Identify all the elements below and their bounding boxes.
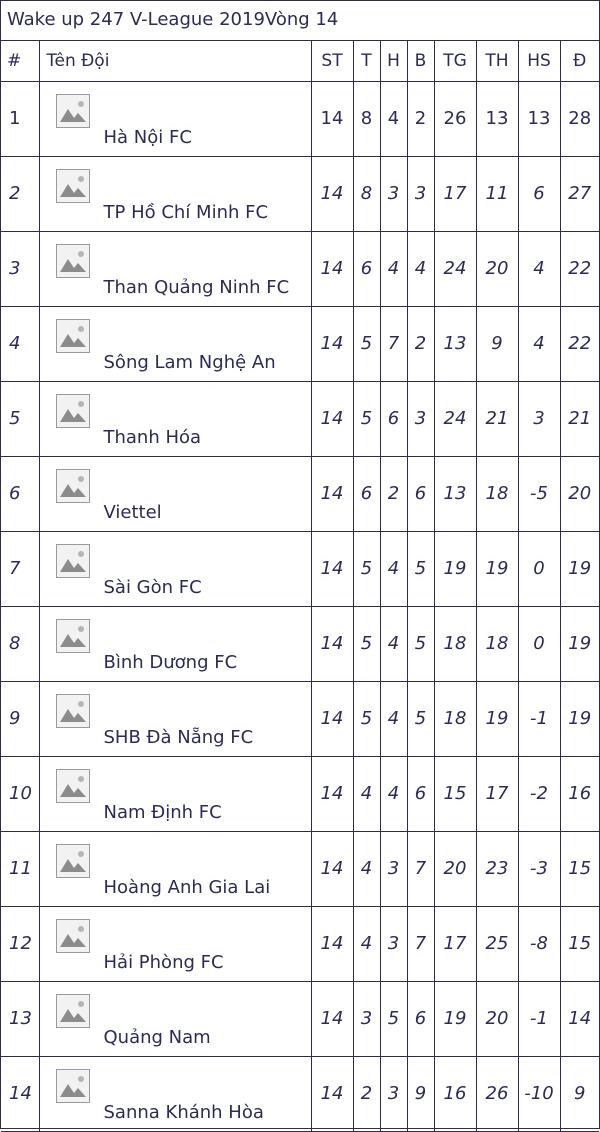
table-row <box>1 831 599 906</box>
team-name: Nam Định FC <box>103 801 222 823</box>
goal-diff-cell: 4 <box>518 306 560 381</box>
goal-diff-cell: 4 <box>518 231 560 306</box>
played-cell: 14 <box>311 306 353 381</box>
drawn-cell: 2 <box>380 456 407 531</box>
lost-cell: 6 <box>407 456 434 531</box>
team-cell <box>39 756 311 831</box>
points-cell: 20 <box>560 456 599 531</box>
drawn-cell: 3 <box>380 831 407 906</box>
points-cell: 21 <box>560 381 599 456</box>
points-cell: 14 <box>560 981 599 1056</box>
drawn-cell: 4 <box>380 231 407 306</box>
lost-cell: 5 <box>407 681 434 756</box>
image-placeholder-icon <box>56 769 90 803</box>
team-cell <box>39 981 311 1056</box>
team-name: Quảng Nam <box>103 1026 211 1048</box>
rank-cell: 8 <box>1 606 39 681</box>
table-row <box>1 156 599 231</box>
team-cell <box>39 906 311 981</box>
played-cell: 14 <box>311 831 353 906</box>
team-cell <box>39 306 311 381</box>
played-cell: 14 <box>311 81 353 156</box>
lost-cell: 2 <box>407 81 434 156</box>
drawn-cell: 4 <box>380 81 407 156</box>
won-cell: 5 <box>353 606 380 681</box>
lost-cell: 6 <box>407 981 434 1056</box>
goals-for-cell: 17 <box>434 906 476 981</box>
rank-cell: 2 <box>1 156 39 231</box>
goals-against-cell: 20 <box>476 231 518 306</box>
goal-diff-cell: 0 <box>518 531 560 606</box>
points-cell: 9 <box>560 1056 599 1131</box>
team-name: Hải Phòng FC <box>103 951 224 973</box>
goal-diff-cell: -5 <box>518 456 560 531</box>
team-name: Sông Lam Nghệ An <box>103 351 276 373</box>
points-cell: 22 <box>560 306 599 381</box>
played-cell: 14 <box>311 756 353 831</box>
goal-diff-cell: 6 <box>518 156 560 231</box>
goals-against-cell: 20 <box>476 981 518 1056</box>
goals-for-cell: 24 <box>434 231 476 306</box>
goals-against-cell: 18 <box>476 456 518 531</box>
won-cell: 8 <box>353 156 380 231</box>
won-cell: 8 <box>353 81 380 156</box>
drawn-cell: 4 <box>380 606 407 681</box>
table-row <box>1 306 599 381</box>
standings-table <box>1 41 599 1132</box>
team-cell <box>39 156 311 231</box>
table-row <box>1 906 599 981</box>
goals-for-cell: 20 <box>434 831 476 906</box>
team-cell <box>39 831 311 906</box>
drawn-cell: 4 <box>380 756 407 831</box>
played-cell: 14 <box>311 456 353 531</box>
team-name: Bình Dương FC <box>103 651 238 673</box>
team-cell <box>39 456 311 531</box>
played-cell: 14 <box>311 906 353 981</box>
goals-against-cell: 26 <box>476 1056 518 1131</box>
drawn-cell: 4 <box>380 681 407 756</box>
rank-cell: 11 <box>1 831 39 906</box>
header-team: Tên Đội <box>39 41 311 81</box>
goals-against-cell: 23 <box>476 831 518 906</box>
header-points: Đ <box>560 41 599 81</box>
won-cell: 5 <box>353 381 380 456</box>
rank-cell: 6 <box>1 456 39 531</box>
rank-cell: 7 <box>1 531 39 606</box>
goals-against-cell: 25 <box>476 906 518 981</box>
drawn-cell: 3 <box>380 1056 407 1131</box>
team-name: TP Hồ Chí Minh FC <box>103 201 269 223</box>
header-goals-for: TG <box>434 41 476 81</box>
table-row <box>1 81 599 156</box>
rank-cell: 13 <box>1 981 39 1056</box>
image-placeholder-icon <box>56 244 90 278</box>
points-cell: 15 <box>560 831 599 906</box>
points-cell: 28 <box>560 81 599 156</box>
image-placeholder-icon <box>56 544 90 578</box>
team-cell <box>39 1056 311 1131</box>
goals-for-cell: 26 <box>434 81 476 156</box>
rank-cell: 1 <box>1 81 39 156</box>
header-drawn: H <box>380 41 407 81</box>
won-cell: 4 <box>353 831 380 906</box>
image-placeholder-icon <box>56 844 90 878</box>
header-lost: B <box>407 41 434 81</box>
team-name: Hà Nội FC <box>103 126 192 148</box>
drawn-cell: 5 <box>380 981 407 1056</box>
lost-cell: 2 <box>407 306 434 381</box>
image-placeholder-icon <box>56 94 90 128</box>
points-cell: 19 <box>560 606 599 681</box>
team-cell <box>39 81 311 156</box>
rank-cell: 14 <box>1 1056 39 1131</box>
team-name: SHB Đà Nẵng FC <box>103 726 254 748</box>
rank-cell: 12 <box>1 906 39 981</box>
header-rank: # <box>1 41 39 81</box>
won-cell: 3 <box>353 981 380 1056</box>
lost-cell: 7 <box>407 831 434 906</box>
goal-diff-cell: -1 <box>518 681 560 756</box>
rank-cell: 5 <box>1 381 39 456</box>
image-placeholder-icon <box>56 1069 90 1103</box>
goal-diff-cell: -8 <box>518 906 560 981</box>
image-placeholder-icon <box>56 394 90 428</box>
rank-cell: 9 <box>1 681 39 756</box>
rank-cell: 10 <box>1 756 39 831</box>
team-name: Viettel <box>103 501 162 523</box>
played-cell: 14 <box>311 156 353 231</box>
goals-for-cell: 19 <box>434 531 476 606</box>
team-cell <box>39 381 311 456</box>
table-row <box>1 681 599 756</box>
goals-for-cell: 13 <box>434 306 476 381</box>
table-row <box>1 381 599 456</box>
goals-for-cell: 13 <box>434 456 476 531</box>
points-cell: 27 <box>560 156 599 231</box>
team-cell <box>39 681 311 756</box>
goal-diff-cell: -1 <box>518 981 560 1056</box>
played-cell: 14 <box>311 681 353 756</box>
lost-cell: 3 <box>407 156 434 231</box>
header-played: ST <box>311 41 353 81</box>
played-cell: 14 <box>311 381 353 456</box>
goals-against-cell: 13 <box>476 81 518 156</box>
header-row <box>1 41 599 81</box>
image-placeholder-icon <box>56 469 90 503</box>
won-cell: 6 <box>353 456 380 531</box>
lost-cell: 7 <box>407 906 434 981</box>
header-goal-diff: HS <box>518 41 560 81</box>
goal-diff-cell: 0 <box>518 606 560 681</box>
lost-cell: 9 <box>407 1056 434 1131</box>
goals-against-cell: 19 <box>476 681 518 756</box>
image-placeholder-icon <box>56 694 90 728</box>
goals-against-cell: 21 <box>476 381 518 456</box>
won-cell: 6 <box>353 231 380 306</box>
drawn-cell: 6 <box>380 381 407 456</box>
goals-against-cell: 17 <box>476 756 518 831</box>
played-cell: 14 <box>311 231 353 306</box>
table-row <box>1 456 599 531</box>
won-cell: 5 <box>353 531 380 606</box>
won-cell: 5 <box>353 306 380 381</box>
won-cell: 5 <box>353 681 380 756</box>
goals-for-cell: 17 <box>434 156 476 231</box>
team-name: Sài Gòn FC <box>103 576 202 598</box>
played-cell: 14 <box>311 531 353 606</box>
goals-for-cell: 18 <box>434 681 476 756</box>
goal-diff-cell: -10 <box>518 1056 560 1131</box>
team-name: Sanna Khánh Hòa <box>103 1101 264 1123</box>
image-placeholder-icon <box>56 919 90 953</box>
table-row <box>1 531 599 606</box>
points-cell: 22 <box>560 231 599 306</box>
goals-against-cell: 19 <box>476 531 518 606</box>
goals-against-cell: 9 <box>476 306 518 381</box>
goals-against-cell: 18 <box>476 606 518 681</box>
table-title: Wake up 247 V-League 2019Vòng 14 <box>1 1 599 41</box>
team-cell <box>39 531 311 606</box>
team-cell <box>39 231 311 306</box>
team-name: Than Quảng Ninh FC <box>103 276 290 298</box>
header-goals-against: TH <box>476 41 518 81</box>
goals-for-cell: 16 <box>434 1056 476 1131</box>
image-placeholder-icon <box>56 994 90 1028</box>
team-cell <box>39 606 311 681</box>
rank-cell: 3 <box>1 231 39 306</box>
team-name: Hoàng Anh Gia Lai <box>103 876 271 898</box>
won-cell: 4 <box>353 906 380 981</box>
rank-cell: 4 <box>1 306 39 381</box>
table-row <box>1 231 599 306</box>
lost-cell: 5 <box>407 531 434 606</box>
points-cell: 16 <box>560 756 599 831</box>
goal-diff-cell: -2 <box>518 756 560 831</box>
goals-against-cell: 11 <box>476 156 518 231</box>
lost-cell: 6 <box>407 756 434 831</box>
drawn-cell: 4 <box>380 531 407 606</box>
goal-diff-cell: 3 <box>518 381 560 456</box>
image-placeholder-icon <box>56 319 90 353</box>
table-row <box>1 981 599 1056</box>
lost-cell: 3 <box>407 381 434 456</box>
table-row <box>1 1056 599 1131</box>
header-won: T <box>353 41 380 81</box>
table-row <box>1 756 599 831</box>
goals-for-cell: 15 <box>434 756 476 831</box>
points-cell: 19 <box>560 681 599 756</box>
table-row <box>1 606 599 681</box>
goal-diff-cell: -3 <box>518 831 560 906</box>
won-cell: 2 <box>353 1056 380 1131</box>
played-cell: 14 <box>311 606 353 681</box>
played-cell: 14 <box>311 1056 353 1131</box>
team-name: Thanh Hóa <box>103 426 202 448</box>
drawn-cell: 3 <box>380 156 407 231</box>
goals-for-cell: 24 <box>434 381 476 456</box>
goals-for-cell: 18 <box>434 606 476 681</box>
points-cell: 15 <box>560 906 599 981</box>
goal-diff-cell: 13 <box>518 81 560 156</box>
goals-for-cell: 19 <box>434 981 476 1056</box>
played-cell: 14 <box>311 981 353 1056</box>
won-cell: 4 <box>353 756 380 831</box>
drawn-cell: 7 <box>380 306 407 381</box>
lost-cell: 5 <box>407 606 434 681</box>
lost-cell: 4 <box>407 231 434 306</box>
points-cell: 19 <box>560 531 599 606</box>
drawn-cell: 3 <box>380 906 407 981</box>
image-placeholder-icon <box>56 169 90 203</box>
image-placeholder-icon <box>56 619 90 653</box>
